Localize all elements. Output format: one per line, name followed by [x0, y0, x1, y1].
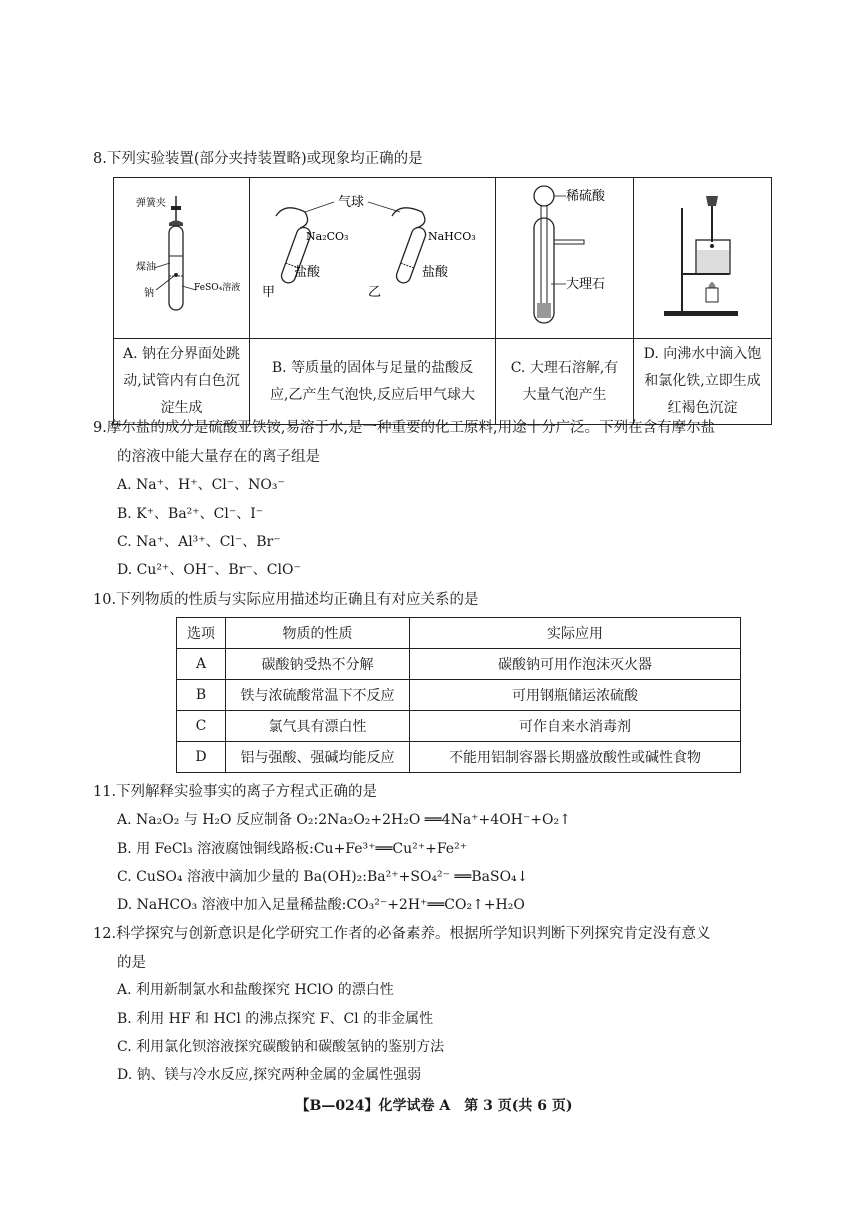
cell-application: 可作自来水消毒剂 [410, 711, 741, 742]
q9-option-c: C. Na⁺、Al³⁺、Cl⁻、Br⁻ [117, 534, 281, 550]
cell-property: 氯气具有漂白性 [226, 711, 410, 742]
q9-option-a: A. Na⁺、H⁺、Cl⁻、NO₃⁻ [117, 477, 285, 493]
cell-application: 碳酸钠可用作泡沫灭火器 [410, 649, 741, 680]
table-row [177, 649, 741, 680]
q8-figure-a [114, 178, 250, 339]
cell-property: 铁与浓硫酸常温下不反应 [226, 680, 410, 711]
cell-application: 不能用铝制容器长期盛放酸性或碱性食物 [410, 742, 741, 773]
table-header-row [177, 618, 741, 649]
q9-stem-line1: 9.摩尔盐的成分是硫酸亚铁铵,易溶于水,是一种重要的化工原料,用途十分广泛。下列在含有摩尔盐 [93, 420, 716, 436]
q11-stem: 11.下列解释实验事实的离子方程式正确的是 [93, 784, 378, 800]
q11-option-b: B. 用 FeCl₃ 溶液腐蚀铜线路板:Cu+Fe³⁺══Cu²⁺+Fe²⁺ [117, 841, 468, 857]
q12-stem-line1: 12.科学探究与创新意识是化学研究工作者的必备素养。根据所学知识判断下列探究肯定没有意义 [93, 926, 711, 942]
q8-figure-c [496, 178, 634, 339]
header-application: 实际应用 [410, 618, 741, 649]
q11-option-d: D. NaHCO₃ 溶液中加入足量稀盐酸:CO₃²⁻+2H⁺══CO₂↑+H₂O [117, 897, 525, 913]
q10-stem: 10.下列物质的性质与实际应用描述均正确且有对应关系的是 [93, 592, 479, 608]
table-row [177, 742, 741, 773]
label-hcl-1: 盐酸 [294, 265, 321, 280]
q8-figure-d [634, 178, 772, 339]
apparatus-balloon-tubes [250, 178, 495, 328]
label-sodium: 钠 [144, 288, 154, 299]
q9-option-d: D. Cu²⁺、OH⁻、Br⁻、ClO⁻ [117, 562, 301, 578]
apparatus-sodium-tube [114, 178, 249, 328]
q10-table [176, 617, 741, 773]
label-feso4: FeSO₄溶液 [194, 283, 241, 293]
q12-option-a: A. 利用新制氯水和盐酸探究 HClO 的漂白性 [117, 982, 394, 998]
table-row [177, 711, 741, 742]
label-balloon: 气球 [338, 195, 365, 210]
q8-option-c: C. 大理石溶解,有大量气泡产生 [496, 339, 634, 425]
q8-figure-b [250, 178, 496, 339]
q12-option-c: C. 利用氯化钡溶液探究碳酸钠和碳酸氢钠的鉴别方法 [117, 1039, 445, 1055]
apparatus-marble-tube [496, 178, 633, 328]
q9-option-b: B. K⁺、Ba²⁺、Cl⁻、I⁻ [117, 506, 264, 522]
q8-stem: 8.下列实验装置(部分夹持装置略)或现象均正确的是 [93, 151, 423, 167]
q8-option-b: B. 等质量的固体与足量的盐酸反应,乙产生气泡快,反应后甲气球大 [250, 339, 496, 425]
q9-stem-line2: 的溶液中能大量存在的离子组是 [117, 449, 320, 465]
table-row [177, 680, 741, 711]
cell-application: 可用钢瓶储运浓硫酸 [410, 680, 741, 711]
label-hcl-2: 盐酸 [422, 265, 449, 280]
apparatus-boiling-beaker [634, 178, 771, 328]
cell-option: B [177, 680, 226, 711]
q12-option-b: B. 利用 HF 和 HCl 的沸点探究 F、Cl 的非金属性 [117, 1011, 434, 1027]
label-sulfuric: 稀硫酸 [566, 189, 606, 204]
q11-option-a: A. Na₂O₂ 与 H₂O 反应制备 O₂:2Na₂O₂+2H₂O ══4Na⁺+4OH⁻+O₂↑ [117, 812, 571, 828]
q8-option-a: A. 钠在分界面处跳动,试管内有白色沉淀生成 [114, 339, 250, 425]
cell-property: 碳酸钠受热不分解 [226, 649, 410, 680]
label-jia: 甲 [262, 285, 276, 300]
cell-option: D [177, 742, 226, 773]
q8-option-d: D. 向沸水中滴入饱和氯化铁,立即生成红褐色沉淀 [634, 339, 772, 425]
page-footer: 【B—024】化学试卷 A 第 3 页(共 6 页) [295, 1098, 573, 1114]
q12-stem-line2: 的是 [117, 955, 146, 971]
label-nahco3: NaHCO₃ [428, 230, 476, 243]
label-kerosene: 煤油 [136, 262, 156, 273]
header-property: 物质的性质 [226, 618, 410, 649]
q12-option-d: D. 钠、镁与冷水反应,探究两种金属的金属性强弱 [117, 1067, 422, 1083]
label-na2co3: Na₂CO₃ [306, 230, 349, 243]
cell-property: 铝与强酸、强碱均能反应 [226, 742, 410, 773]
q8-apparatus-table [113, 177, 772, 425]
cell-option: A [177, 649, 226, 680]
q11-option-c: C. CuSO₄ 溶液中滴加少量的 Ba(OH)₂:Ba²⁺+SO₄²⁻ ══BaSO₄↓ [117, 869, 529, 885]
header-option: 选项 [177, 618, 226, 649]
label-yi: 乙 [368, 285, 382, 300]
cell-option: C [177, 711, 226, 742]
label-marble: 大理石 [566, 277, 606, 292]
label-clip: 弹簧夹 [136, 198, 166, 209]
